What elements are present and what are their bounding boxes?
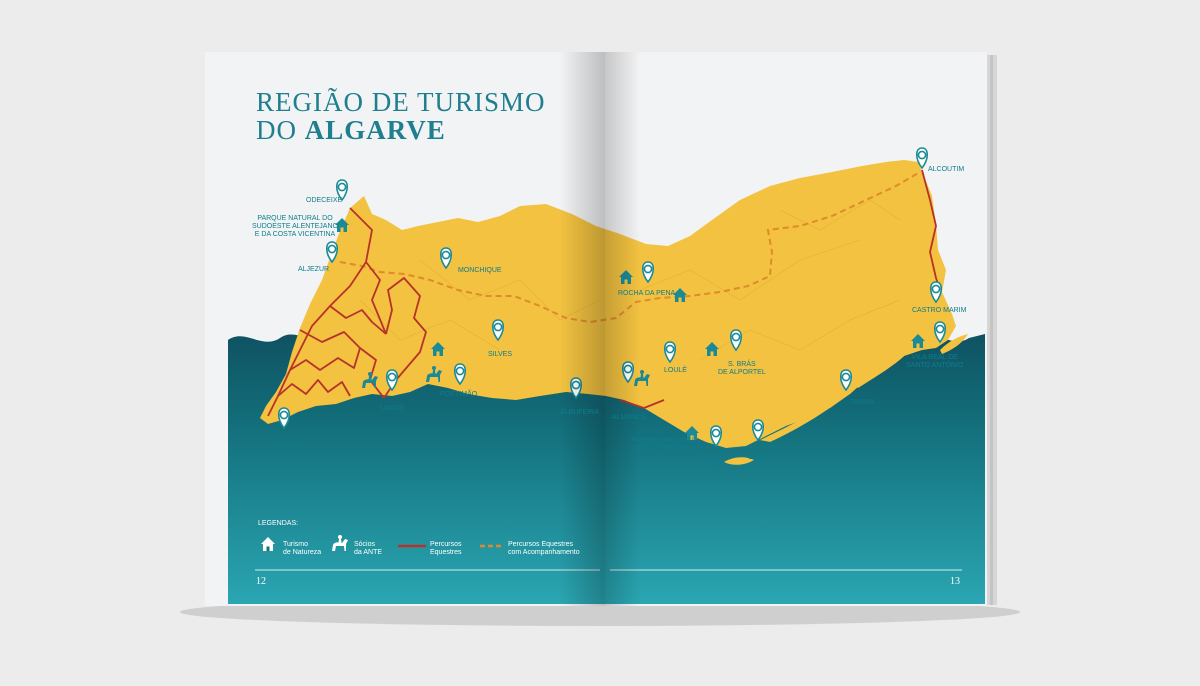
place-castro-marim: CASTRO MARIM (912, 307, 967, 314)
place-almancil: ALMANCIL (612, 414, 648, 421)
place-silves: SILVES (488, 351, 512, 358)
legend-percursos-label: Percursos Equestres (430, 541, 462, 556)
place-s-bras: S. BRÁS DE ALPORTEL (718, 361, 766, 376)
place-sagres: SAGRES (272, 441, 302, 448)
legend-turismo-label: Turismo de Natureza (283, 541, 322, 556)
place-parque-ria: PARQUE NATURAL DA RIA FORMOSA (632, 437, 696, 452)
place-rocha-da-pena: ROCHA DA PENA (618, 290, 676, 297)
place-parque-sudoeste: PARQUE NATURAL DO SUDOESTE ALENTEJANO E DA COSTA VICENTINA (252, 215, 338, 238)
page-number-left: 12 (256, 576, 266, 587)
page-title (256, 88, 546, 144)
place-portimao: PORTIMÃO (440, 391, 478, 398)
place-alcoutim: ALCOUTIM (928, 166, 965, 173)
place-vila-real: VILA REAL DE SANTO ANTÓNIO (906, 354, 964, 369)
title-line-1: REGIÃO DE TURISMO (256, 87, 546, 117)
place-albufeira: ALBUFEIRA (560, 409, 599, 416)
legend-title: LEGENDAS: (258, 520, 299, 527)
title-prefix: DO (256, 115, 305, 145)
page-number-right: 13 (950, 576, 960, 587)
title-strong: ALGARVE (304, 115, 446, 145)
place-tavira: TAVIRA (850, 399, 875, 406)
place-faro: FARO (706, 461, 726, 468)
place-aljezur: ALJEZUR (298, 266, 330, 273)
legend-socios-label: Sócios da ANTE (354, 541, 383, 556)
title-line-2 (256, 116, 546, 144)
place-olhao: OLHÃO (748, 454, 773, 461)
legend-acompanhamento-label: Percursos Equestres com Acompanhamento (508, 541, 580, 556)
place-loule: LOULÉ (664, 367, 687, 374)
place-odeceixe: ODECEIXE (306, 197, 343, 204)
gutter-shadow (560, 52, 605, 606)
place-monchique: MONCHIQUE (458, 267, 502, 274)
place-lagos: LAGOS (380, 405, 405, 412)
